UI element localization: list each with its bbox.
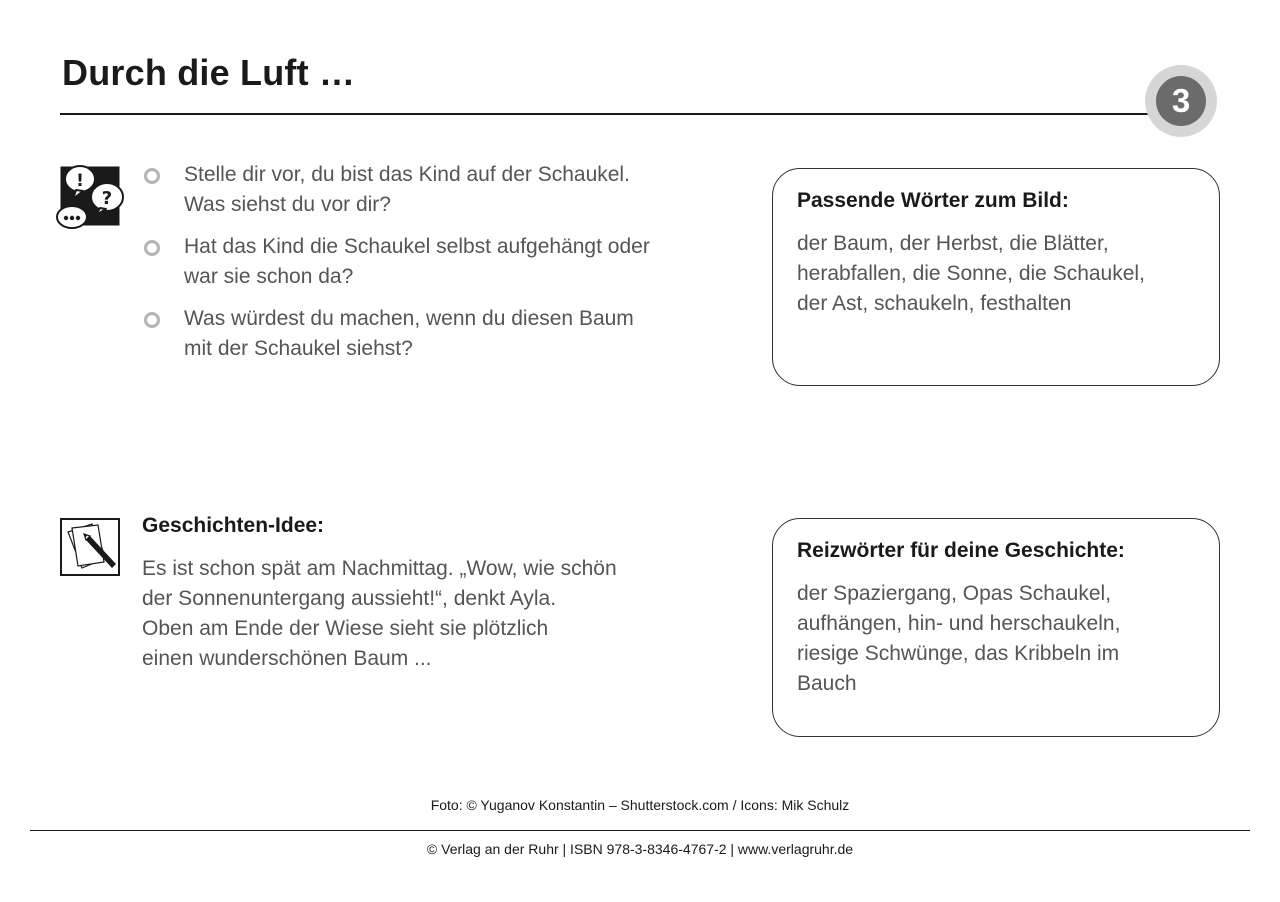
list-item: Hat das Kind die Schaukel selbst aufgehängt oder war sie schon da? xyxy=(142,232,702,292)
story-idea-heading: Geschichten-Idee: xyxy=(142,514,325,537)
list-item: Stelle dir vor, du bist das Kind auf der Schaukel. Was siehst du vor dir? xyxy=(142,160,702,220)
discussion-bubbles-icon xyxy=(56,162,126,232)
ring-bullet-icon xyxy=(144,312,160,328)
pencil-paper-icon xyxy=(60,518,120,576)
picture-words-text: der Baum, der Herbst, die Blätter, herabfallen, die Sonne, die Schaukel, der Ast, schaukeln, festhalten xyxy=(797,232,1145,315)
footer-divider xyxy=(30,830,1250,831)
stimulus-words-text: der Spaziergang, Opas Schaukel, aufhängen, hin- und herschaukeln, riesige Schwünge, das Kribbeln im Bauch xyxy=(797,582,1121,695)
publisher-footer: © Verlag an der Ruhr | ISBN 978-3-8346-4767-2 | www.verlagruhr.de xyxy=(426,841,854,857)
card-number-badge: 3 xyxy=(1156,76,1206,126)
list-item: Was würdest du machen, wenn du diesen Baum mit der Schaukel siehst? xyxy=(142,304,702,364)
page-title: Durch die Luft … xyxy=(62,52,356,93)
svg-text:!: ! xyxy=(76,171,84,191)
picture-words-box xyxy=(772,168,1220,386)
stimulus-words-box xyxy=(772,518,1220,737)
svg-text:?: ? xyxy=(101,188,113,209)
ring-bullet-icon xyxy=(144,168,160,184)
photo-credit: Foto: © Yuganov Konstantin – Shutterstock.com / Icons: Mik Schulz xyxy=(430,797,850,813)
picture-words-heading: Passende Wörter zum Bild: xyxy=(797,189,1069,212)
question-list xyxy=(142,160,702,376)
stimulus-words-heading: Reizwörter für deine Geschichte: xyxy=(797,539,1125,562)
title-divider xyxy=(60,113,1150,115)
ring-bullet-icon xyxy=(144,240,160,256)
story-idea-text: Es ist schon spät am Nachmittag. „Wow, wie schön der Sonnenuntergang aussieht!“, denkt Ayla. Oben am Ende der Wiese sieht sie plötzlich einen wunderschönen Baum ... xyxy=(142,557,617,670)
